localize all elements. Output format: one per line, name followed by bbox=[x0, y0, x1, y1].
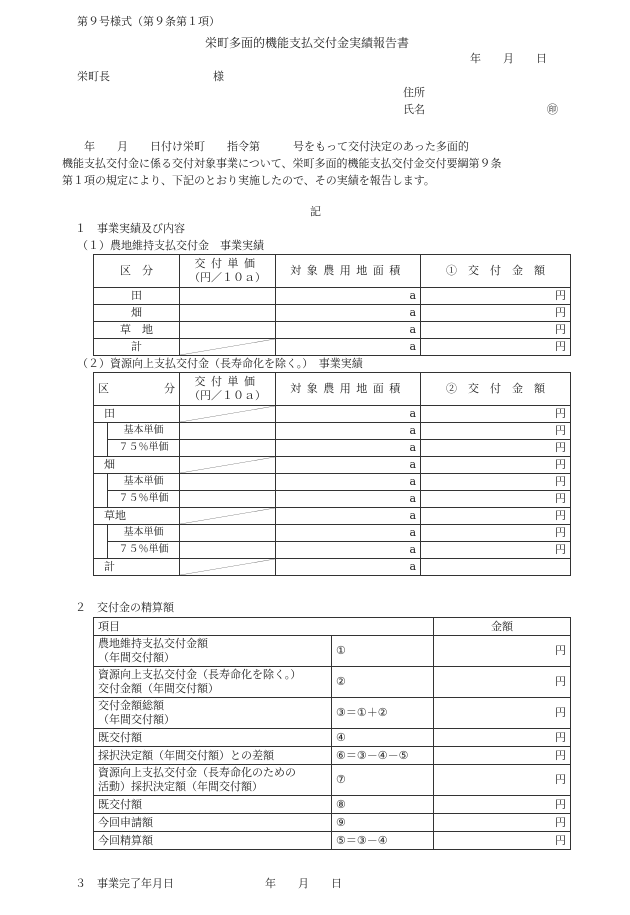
header-category: 区 分 bbox=[94, 373, 180, 406]
table-row: 基本単価 a 円 bbox=[94, 474, 571, 491]
table-row: 資源向上支払交付金（長寿命化を除く。） 交付金額（年間交付額） ② 円 bbox=[94, 667, 571, 698]
address-label: 住所 bbox=[403, 86, 425, 99]
table-settlement bbox=[93, 617, 571, 850]
table-row: 既交付額 ④ 円 bbox=[94, 729, 571, 747]
table-row: 畑 a 円 bbox=[94, 305, 571, 322]
body-line-3: 第１項の規定により、下記のとおり実施したので、その実績を報告します。 bbox=[62, 174, 435, 187]
table-row: 基本単価 a 円 bbox=[94, 525, 571, 542]
header-area: 対象農用地面積 bbox=[276, 373, 421, 406]
seal-mark: ㊞ bbox=[547, 103, 558, 116]
table-resource-improvement bbox=[93, 372, 571, 576]
name-label: 氏名 bbox=[403, 103, 425, 116]
form-number: 第９号様式（第９条第１項） bbox=[77, 15, 220, 28]
table-row: 既交付額 ⑧ 円 bbox=[94, 796, 571, 814]
header-unit-price: 交付単価 （円／１０ａ） bbox=[180, 255, 276, 288]
header-amount: ② 交 付 金 額 bbox=[421, 373, 571, 406]
table-row: 計 a bbox=[94, 559, 571, 576]
table-row: 畑 a 円 bbox=[94, 457, 571, 474]
subsection2-heading: （２）資源向上支払交付金（長寿命化を除く。） 事業実績 bbox=[77, 357, 363, 370]
honorific: 様 bbox=[213, 70, 224, 83]
report-date: 年 月 日 bbox=[470, 52, 547, 65]
body-line-2: 機能支払交付金に係る交付対象事業について、栄町多面的機能支払交付金交付要綱第９条 bbox=[62, 157, 502, 170]
diagonal-cell bbox=[180, 339, 276, 356]
table-row: 資源向上支払交付金（長寿命化のための 活動）採択決定額（年間交付額） ⑦ 円 bbox=[94, 765, 571, 796]
header-unit-price: 交付単価 （円／１０ａ） bbox=[180, 373, 276, 406]
table-row: 草地 a 円 bbox=[94, 508, 571, 525]
table-row: ７５％単価 a 円 bbox=[94, 542, 571, 559]
document-title: 栄町多面的機能支払交付金実績報告書 bbox=[205, 36, 410, 50]
section1-heading: １ 事業実績及び内容 bbox=[75, 222, 185, 235]
addressee: 栄町長 bbox=[77, 70, 110, 83]
header-amount: 金額 bbox=[434, 618, 571, 636]
table-row: 草 地 a 円 bbox=[94, 322, 571, 339]
table-row: 今回精算額 ⑤＝③－④ 円 bbox=[94, 832, 571, 850]
table-row: 採択決定額（年間交付額）との差額 ⑥＝③－④－⑤ 円 bbox=[94, 747, 571, 765]
body-line-1: 年 月 日付け栄町 指令第 号をもって交付決定のあった多面的 bbox=[62, 140, 469, 153]
table-row: ７５％単価 a 円 bbox=[94, 491, 571, 508]
table-row: 農地維持支払交付金額 （年間交付額） ① 円 bbox=[94, 636, 571, 667]
section3-heading: ３ 事業完了年月日 bbox=[75, 877, 174, 890]
subsection1-heading: （１）農地維持支払交付金 事業実績 bbox=[77, 239, 264, 252]
ki-heading: 記 bbox=[310, 205, 321, 218]
table-row: 田 a 円 bbox=[94, 288, 571, 305]
table-row: 田 a 円 bbox=[94, 406, 571, 423]
header-amount: ① 交 付 金 額 bbox=[421, 255, 571, 288]
completion-date: 年 月 日 bbox=[265, 877, 342, 890]
table-row: 計 a 円 bbox=[94, 339, 571, 356]
table-farmland-maintenance bbox=[93, 254, 571, 356]
header-category: 区 分 bbox=[94, 255, 180, 288]
header-area: 対象農用地面積 bbox=[276, 255, 421, 288]
table-row: 交付金額総額 （年間交付額） ③＝①＋② 円 bbox=[94, 698, 571, 729]
section2-heading: ２ 交付金の精算額 bbox=[75, 601, 174, 614]
header-item: 項目 bbox=[94, 618, 434, 636]
table-row: ７５％単価 a 円 bbox=[94, 440, 571, 457]
table-row: 今回申請額 ⑨ 円 bbox=[94, 814, 571, 832]
table-row: 基本単価 a 円 bbox=[94, 423, 571, 440]
